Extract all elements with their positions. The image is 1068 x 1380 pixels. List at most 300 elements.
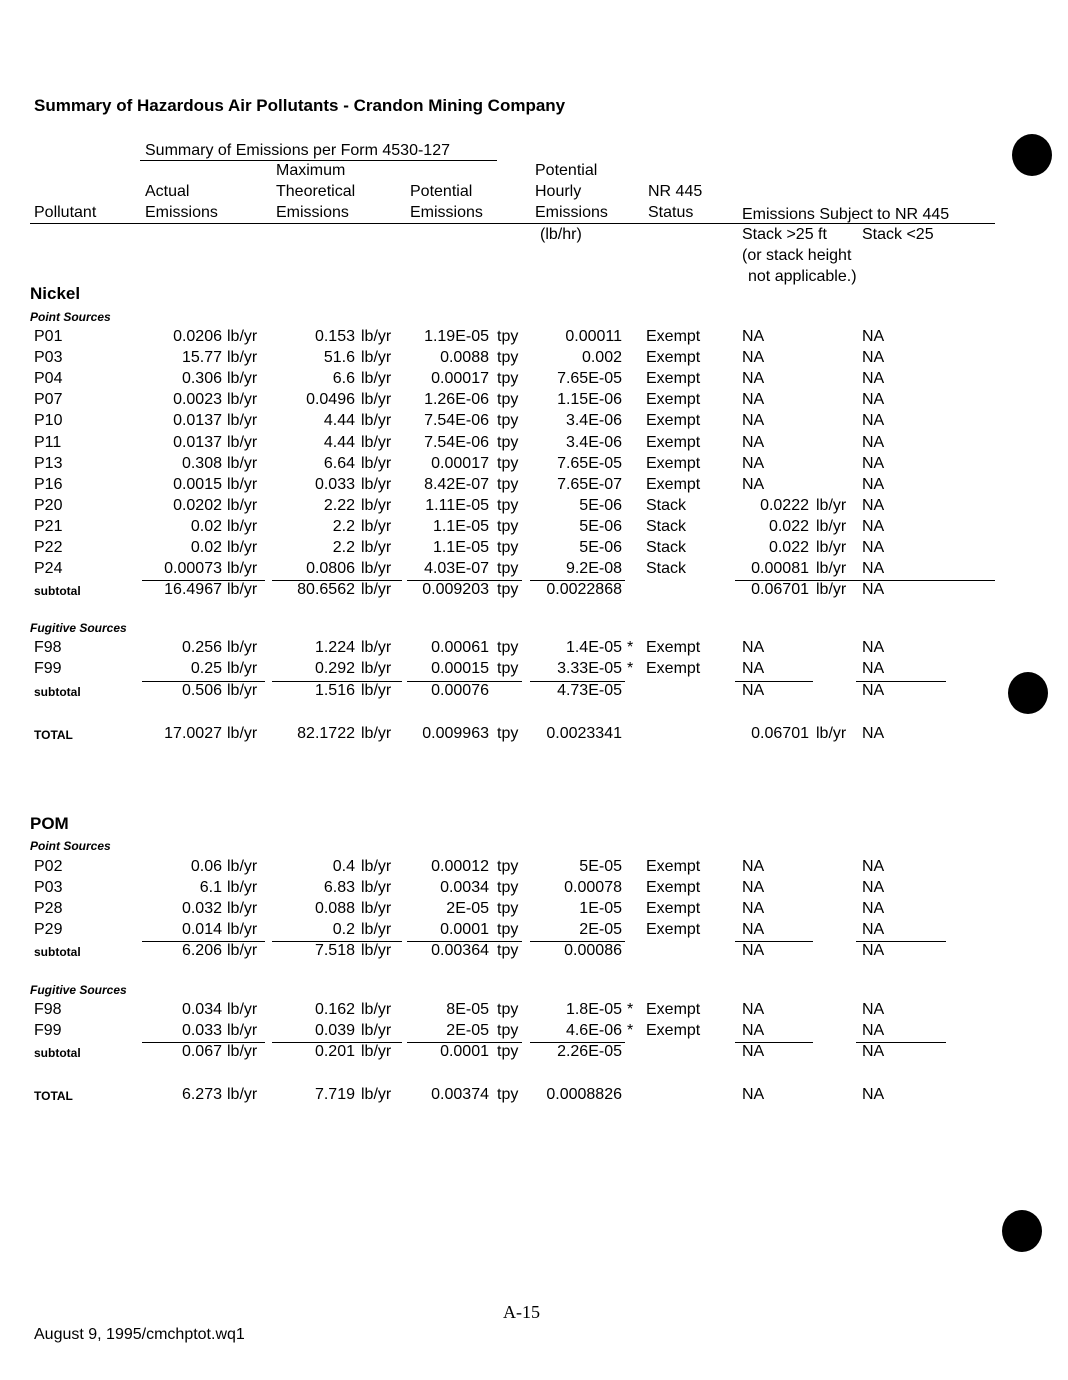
cell-3: 0.153 (314, 328, 355, 345)
cell-11: lb/yr (816, 496, 847, 514)
cell-7: 0.0023341 (546, 724, 622, 742)
cell-4: lb/yr (361, 539, 392, 556)
cell-4: lb/yr (361, 433, 392, 451)
cell-5: 4.03E-07 (424, 560, 489, 578)
cell-0: subtotal (34, 1045, 81, 1060)
cell-1: 0.02 (190, 517, 222, 535)
cell-5: 0.0001 (440, 1042, 489, 1060)
col-potential-2: Emissions (410, 204, 483, 221)
cell-4: lb/yr (361, 349, 392, 367)
cell-12: NA (862, 370, 885, 388)
cell-6: tpy (497, 454, 519, 472)
cell-0: P24 (34, 560, 63, 578)
cell-2: lb/yr (227, 328, 258, 345)
cell-8: * (627, 1000, 634, 1018)
cell-8: * (627, 639, 634, 657)
cell-5: 0.00364 (431, 942, 489, 960)
cell-4: lb/yr (361, 639, 392, 657)
col-max-1: Maximum (276, 162, 346, 179)
section-title: POM (30, 814, 69, 833)
cell-5: 0.009963 (422, 724, 489, 742)
cell-1: 0.0015 (173, 475, 222, 493)
cell-1: 0.02 (190, 539, 222, 556)
col-hourly-3: Emissions (535, 204, 608, 221)
cell-12: NA (862, 858, 885, 875)
point-sources-label: Point Sources (30, 839, 111, 853)
cell-2: lb/yr (227, 454, 258, 472)
cell-6: tpy (497, 1042, 519, 1060)
cell-6: tpy (497, 475, 519, 493)
cell-2: lb/yr (227, 581, 258, 599)
cell-10: NA (742, 412, 765, 430)
cell-3: 6.6 (332, 370, 355, 388)
cell-5: 0.00012 (431, 858, 489, 875)
table-row (0, 660, 1068, 681)
cell-3: 6.64 (323, 454, 355, 472)
cell-5: 0.00076 (431, 681, 489, 699)
section-title: Nickel (30, 284, 81, 303)
cell-7: 2E-05 (579, 921, 622, 939)
cell-12: NA (862, 942, 885, 960)
cell-7: 1.4E-05 (565, 639, 622, 657)
cell-7: 3.4E-06 (565, 433, 622, 451)
cell-0: P02 (34, 858, 63, 875)
cell-0: TOTAL (34, 1088, 73, 1103)
cell-5: 0.0001 (440, 921, 489, 939)
cell-12: NA (862, 496, 885, 514)
cell-10: NA (742, 1042, 765, 1060)
cell-0: P07 (34, 391, 63, 409)
cell-12: NA (862, 1021, 885, 1039)
cell-5: 0.0034 (440, 879, 489, 897)
cell-11: lb/yr (816, 581, 847, 599)
table-row (0, 1022, 1068, 1043)
cell-1: 6.1 (199, 879, 222, 897)
cell-3: 4.44 (323, 433, 355, 451)
cell-9: Stack (646, 539, 687, 556)
cell-7: 0.00086 (564, 942, 622, 960)
cell-9: Exempt (646, 328, 701, 345)
col-max-2: Theoretical (276, 183, 356, 200)
cell-9: Exempt (646, 1000, 701, 1018)
cell-12: NA (862, 660, 885, 678)
cell-3: 82.1722 (297, 724, 355, 742)
table-row (0, 879, 1068, 900)
cell-1: 0.033 (181, 1021, 222, 1039)
cell-3: 7.719 (314, 1085, 355, 1103)
cell-1: 0.0137 (173, 433, 222, 451)
cell-1: 0.06 (190, 858, 222, 875)
cell-1: 6.206 (181, 942, 222, 960)
cell-4: lb/yr (361, 879, 392, 897)
cell-0: subtotal (34, 945, 81, 960)
cell-0: P22 (34, 539, 63, 556)
cell-9: Stack (646, 517, 687, 535)
cell-10: NA (742, 942, 765, 960)
cell-4: lb/yr (361, 475, 392, 493)
cell-10: 0.0222 (760, 496, 809, 514)
cell-5: 2E-05 (446, 900, 489, 918)
cell-4: lb/yr (361, 370, 392, 388)
cell-0: F99 (34, 660, 62, 678)
cell-3: 0.0496 (306, 391, 355, 409)
col-pollutant: Pollutant (34, 204, 97, 221)
cell-12: NA (862, 349, 885, 367)
cell-6: tpy (497, 639, 519, 657)
cell-11: lb/yr (816, 517, 847, 535)
table-row (0, 1001, 1068, 1022)
cell-12: NA (862, 724, 885, 742)
cell-1: 0.032 (181, 900, 222, 918)
cell-9: Exempt (646, 921, 701, 939)
table-row (0, 391, 1068, 412)
cell-0: P11 (34, 433, 62, 451)
cell-7: 5E-06 (579, 517, 622, 535)
cell-6: tpy (497, 1021, 519, 1039)
cell-7: 5E-06 (579, 496, 622, 514)
cell-4: lb/yr (361, 724, 392, 742)
cell-5: 1.11E-05 (425, 496, 489, 514)
table-row (0, 476, 1068, 497)
cell-4: lb/yr (361, 681, 392, 699)
cell-3: 0.033 (314, 475, 355, 493)
cell-1: 0.067 (181, 1042, 222, 1060)
cell-2: lb/yr (227, 517, 258, 535)
cell-1: 16.4967 (164, 581, 222, 599)
cell-3: 0.292 (314, 660, 355, 678)
cell-1: 15.77 (181, 349, 222, 367)
cell-4: lb/yr (361, 942, 392, 960)
cell-4: lb/yr (361, 328, 392, 345)
cell-2: lb/yr (227, 349, 258, 367)
cell-3: 2.22 (323, 496, 355, 514)
cell-0: P03 (34, 349, 63, 367)
cell-12: NA (862, 433, 885, 451)
cell-4: lb/yr (361, 900, 392, 918)
cell-5: 1.1E-05 (432, 517, 489, 535)
cell-8: * (627, 660, 634, 678)
cell-12: NA (862, 328, 885, 345)
cell-12: NA (862, 921, 885, 939)
cell-10: NA (742, 349, 765, 367)
cell-5: 8.42E-07 (424, 475, 489, 493)
cell-3: 7.518 (314, 942, 355, 960)
cell-9: Exempt (646, 475, 701, 493)
cell-10: NA (742, 391, 765, 409)
group-header: Summary of Emissions per Form 4530-127 (145, 142, 450, 159)
cell-1: 0.00073 (164, 560, 222, 578)
cell-0: P20 (34, 496, 63, 514)
cell-6: tpy (497, 496, 519, 514)
cell-12: NA (862, 454, 885, 472)
cell-0: P03 (34, 879, 63, 897)
cell-10: NA (742, 858, 765, 875)
cell-1: 0.506 (181, 681, 222, 699)
fugitive-sources-label: Fugitive Sources (30, 621, 127, 636)
subtotal-row (0, 682, 1068, 703)
cell-7: 1E-05 (579, 900, 622, 918)
cell-9: Stack (646, 560, 687, 578)
cell-6: tpy (497, 581, 519, 599)
cell-2: lb/yr (227, 1021, 258, 1039)
cell-6: tpy (497, 879, 519, 897)
cell-4: lb/yr (361, 496, 392, 514)
cell-5: 1.19E-05 (424, 328, 489, 345)
cell-10: 0.022 (768, 517, 809, 535)
table-row (0, 518, 1068, 539)
col-hourly-1: Potential (535, 162, 598, 179)
cell-2: lb/yr (227, 639, 258, 657)
cell-0: P29 (34, 921, 63, 939)
cell-1: 0.256 (181, 639, 222, 657)
cell-7: 0.0008826 (546, 1085, 622, 1103)
cell-3: 4.44 (323, 412, 355, 430)
cell-7: 5E-06 (579, 539, 622, 556)
cell-4: lb/yr (361, 1000, 392, 1018)
cell-0: P04 (34, 370, 63, 388)
cell-3: 0.088 (314, 900, 355, 918)
col-actual-2: Emissions (145, 204, 218, 221)
cell-6: tpy (497, 412, 519, 430)
cell-10: NA (742, 1085, 765, 1103)
table-row (0, 412, 1068, 433)
cell-2: lb/yr (227, 496, 258, 514)
cell-4: lb/yr (361, 1085, 392, 1103)
cell-12: NA (862, 539, 885, 556)
cell-11: lb/yr (816, 560, 847, 578)
cell-3: 2.2 (332, 517, 355, 535)
cell-7: 5E-05 (579, 858, 622, 875)
cell-10: NA (742, 433, 765, 451)
stack-lt-label: Stack <25 (862, 226, 934, 243)
cell-5: 8E-05 (446, 1000, 489, 1018)
cell-6: tpy (497, 560, 519, 578)
cell-4: lb/yr (361, 412, 392, 430)
cell-2: lb/yr (227, 1000, 258, 1018)
cell-12: NA (862, 475, 885, 493)
cell-1: 0.034 (181, 1000, 222, 1018)
cell-12: NA (862, 900, 885, 918)
table-row (0, 639, 1068, 660)
cell-10: NA (742, 660, 765, 678)
cell-7: 3.33E-05 (557, 660, 622, 678)
cell-10: NA (742, 1021, 765, 1039)
cell-2: lb/yr (227, 724, 258, 742)
cell-0: F98 (34, 1000, 62, 1018)
cell-9: Exempt (646, 1021, 701, 1039)
document-title: Summary of Hazardous Air Pollutants - Crandon Mining Company (34, 96, 566, 115)
cell-9: Exempt (646, 639, 701, 657)
cell-2: lb/yr (227, 900, 258, 918)
cell-5: 2E-05 (446, 1021, 489, 1039)
cell-2: lb/yr (227, 660, 258, 678)
cell-10: NA (742, 921, 765, 939)
cell-2: lb/yr (227, 879, 258, 897)
cell-12: NA (862, 879, 885, 897)
table-row (0, 497, 1068, 518)
table-row (0, 349, 1068, 370)
table-row (0, 560, 1068, 581)
cell-1: 17.0027 (164, 724, 222, 742)
subtotal-row (0, 942, 1068, 963)
cell-4: lb/yr (361, 1021, 392, 1039)
cell-6: tpy (497, 921, 519, 939)
cell-9: Exempt (646, 900, 701, 918)
cell-10: NA (742, 370, 765, 388)
stack-note-1: (or stack height (742, 247, 852, 264)
cell-12: NA (862, 560, 885, 578)
col-potential-1: Potential (410, 183, 473, 200)
cell-2: lb/yr (227, 1085, 258, 1103)
col-status-2: Status (648, 204, 694, 221)
cell-9: Exempt (646, 391, 701, 409)
cell-6: tpy (497, 539, 519, 556)
cell-4: lb/yr (361, 660, 392, 678)
punch-hole-icon (1008, 672, 1048, 714)
table-row (0, 539, 1068, 560)
cell-10: 0.06701 (751, 581, 809, 599)
cell-9: Exempt (646, 412, 701, 430)
cell-5: 0.00015 (431, 660, 489, 678)
table-row (0, 370, 1068, 391)
cell-0: subtotal (34, 684, 81, 699)
cell-7: 0.00078 (564, 879, 622, 897)
cell-2: lb/yr (227, 370, 258, 388)
fugitive-sources-label: Fugitive Sources (30, 982, 127, 997)
cell-7: 0.002 (581, 349, 622, 367)
cell-12: NA (862, 1085, 885, 1103)
cell-4: lb/yr (361, 921, 392, 939)
cell-7: 2.26E-05 (557, 1042, 622, 1060)
stack-gt-label: Stack >25 ft (742, 226, 827, 243)
cell-2: lb/yr (227, 412, 258, 430)
cell-7: 4.6E-06 (565, 1021, 622, 1039)
cell-9: Stack (646, 496, 687, 514)
cell-6: tpy (497, 370, 519, 388)
cell-9: Exempt (646, 370, 701, 388)
cell-6: tpy (497, 1085, 519, 1103)
cell-5: 1.26E-06 (424, 391, 489, 409)
subtotal-row (0, 581, 1068, 602)
cell-9: Exempt (646, 349, 701, 367)
punch-hole-icon (1012, 134, 1052, 176)
col-subject: Emissions Subject to NR 445 (742, 206, 950, 223)
total-row (0, 1086, 1068, 1107)
cell-12: NA (862, 412, 885, 430)
cell-1: 0.308 (181, 454, 222, 472)
cell-10: NA (742, 900, 765, 918)
cell-3: 0.039 (314, 1021, 355, 1039)
cell-2: lb/yr (227, 921, 258, 939)
cell-1: 0.306 (181, 370, 222, 388)
cell-6: tpy (497, 942, 519, 960)
cell-2: lb/yr (227, 858, 258, 875)
cell-2: lb/yr (227, 433, 258, 451)
cell-6: tpy (497, 433, 519, 451)
header-rule (30, 223, 995, 224)
cell-11: lb/yr (816, 724, 847, 742)
cell-1: 0.0137 (173, 412, 222, 430)
cell-9: Exempt (646, 454, 701, 472)
cell-2: lb/yr (227, 942, 258, 960)
cell-2: lb/yr (227, 391, 258, 409)
cell-1: 0.0023 (173, 391, 222, 409)
cell-7: 7.65E-05 (557, 370, 622, 388)
cell-3: 0.201 (314, 1042, 355, 1060)
cell-5: 0.00017 (431, 370, 489, 388)
cell-6: tpy (497, 391, 519, 409)
cell-3: 1.224 (314, 639, 355, 657)
cell-7: 0.0022868 (546, 581, 622, 599)
cell-1: 0.0202 (173, 496, 222, 514)
cell-0: subtotal (34, 584, 81, 599)
cell-5: 0.00061 (431, 639, 489, 657)
cell-5: 7.54E-06 (424, 433, 489, 451)
cell-2: lb/yr (227, 560, 258, 578)
cell-10: NA (742, 328, 765, 345)
col-hourly-4: (lb/hr) (540, 226, 582, 243)
cell-7: 7.65E-05 (557, 454, 622, 472)
cell-0: TOTAL (34, 727, 73, 742)
table-row (0, 900, 1068, 921)
cell-4: lb/yr (361, 391, 392, 409)
cell-5: 0.00017 (431, 454, 489, 472)
cell-6: tpy (497, 349, 519, 367)
cell-10: NA (742, 879, 765, 897)
cell-7: 9.2E-08 (565, 560, 622, 578)
cell-6: tpy (497, 1000, 519, 1018)
punch-hole-icon (1002, 1210, 1042, 1252)
cell-3: 2.2 (332, 539, 355, 556)
cell-12: NA (862, 517, 885, 535)
cell-12: NA (862, 681, 885, 699)
cell-3: 51.6 (323, 349, 355, 367)
cell-1: 0.014 (181, 921, 222, 939)
cell-2: lb/yr (227, 475, 258, 493)
cell-4: lb/yr (361, 581, 392, 599)
cell-5: 0.009203 (422, 581, 489, 599)
page-number: A-15 (503, 1302, 540, 1322)
cell-0: F98 (34, 639, 62, 657)
cell-0: P16 (34, 475, 63, 493)
cell-9: Exempt (646, 879, 701, 897)
cell-10: NA (742, 681, 765, 699)
table-row (0, 858, 1068, 879)
table-row (0, 328, 1068, 349)
cell-3: 0.4 (332, 858, 355, 875)
cell-3: 0.0806 (306, 560, 355, 578)
cell-3: 1.516 (314, 681, 355, 699)
cell-1: 0.25 (190, 660, 222, 678)
cell-4: lb/yr (361, 454, 392, 472)
cell-5: 0.00374 (431, 1085, 489, 1103)
cell-8: * (627, 1021, 634, 1039)
cell-6: tpy (497, 328, 519, 345)
cell-0: P28 (34, 900, 63, 918)
cell-10: NA (742, 454, 765, 472)
cell-9: Exempt (646, 433, 701, 451)
cell-3: 6.83 (323, 879, 355, 897)
cell-9: Exempt (646, 858, 701, 875)
cell-0: P13 (34, 454, 63, 472)
cell-10: 0.06701 (751, 724, 809, 742)
cell-3: 80.6562 (297, 581, 355, 599)
cell-7: 4.73E-05 (557, 681, 622, 699)
cell-3: 0.2 (332, 921, 355, 939)
cell-12: NA (862, 391, 885, 409)
cell-0: P21 (34, 517, 63, 535)
cell-10: 0.00081 (751, 560, 809, 578)
